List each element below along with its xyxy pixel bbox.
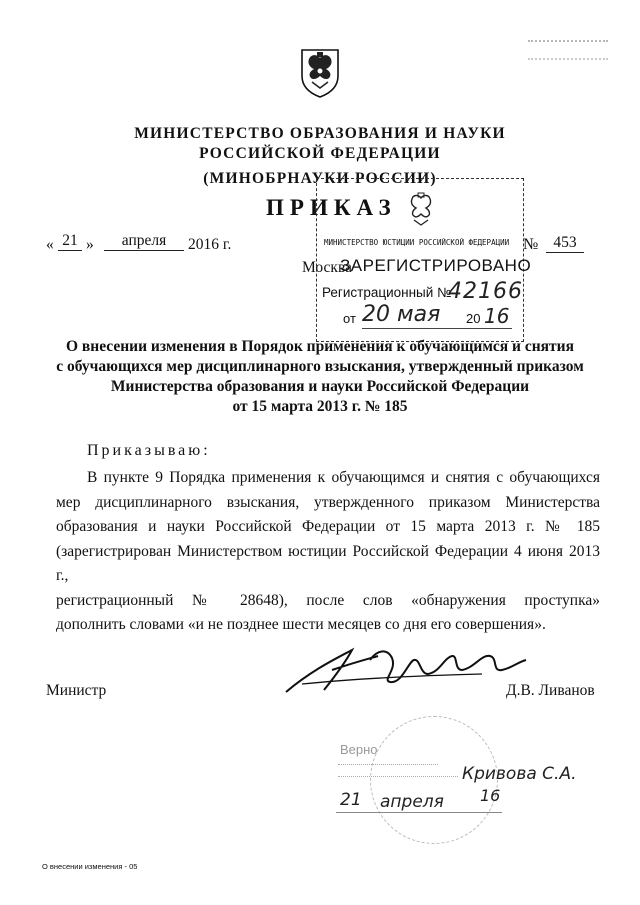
certification-verno: Верно (340, 742, 378, 757)
date-day: 21 (58, 232, 82, 251)
coat-of-arms-icon (298, 44, 342, 98)
stamp-eagle-icon (404, 192, 438, 228)
date-open-quote: « (46, 236, 54, 253)
date-close-quote: » (86, 236, 94, 253)
title-line-2: с обучающихся мер дисциплинарного взыскания, утвержденный приказом (56, 358, 584, 375)
title-line-3: Министерства образования и науки Российской Федерации (110, 378, 530, 395)
number-label: № (523, 236, 539, 253)
certification-signer: Кривова С.А. (462, 764, 577, 784)
stamp-agency: МИНИСТЕРСТВО ЮСТИЦИИ РОССИЙСКОЙ ФЕДЕРАЦИИ (324, 238, 510, 247)
ministry-line-2: РОССИЙСКОЙ ФЕДЕРАЦИИ (199, 145, 441, 162)
certification-date-year: 16 (480, 786, 501, 805)
ministry-short-name: (МИНОБРНАУКИ РОССИИ) (203, 170, 437, 187)
certification-faint-line-1 (338, 764, 438, 765)
date-month: апреля (104, 232, 184, 251)
stamp-status: ЗАРЕГИСТРИРОВАНО (340, 256, 532, 275)
body-line-3: образования и науки Российской Федерации от 15 марта 2013 г. № 185 (56, 518, 600, 535)
stamp-from-date: 20 мая (362, 302, 441, 327)
body-paragraph (56, 466, 600, 638)
body-line-4: (зарегистрирован Министерством юстиции Российской Федерации 4 июня 2013 г., (56, 542, 600, 584)
order-word: Приказываю: (87, 442, 211, 459)
stamp-underline (362, 328, 512, 329)
certification-date-month: апреля (380, 792, 444, 812)
signature-position: Министр (46, 682, 107, 699)
footer-file-label: О внесении изменения - 05 (42, 862, 138, 871)
corner-mark (528, 40, 608, 60)
document-type: ПРИКАЗ (266, 195, 397, 220)
certification-date-day: 21 (340, 790, 362, 810)
stamp-reg-number: 42166 (448, 279, 523, 304)
document-number: 453 (546, 234, 584, 253)
body-line-1: В пункте 9 Порядка применения к обучающимся и снятия с обучающихся (87, 469, 600, 486)
certification-faint-line-2 (338, 776, 458, 777)
body-line-6: дополнить словами «и не позднее шести месяцев со дня его совершения». (56, 616, 546, 633)
ministry-line-1: МИНИСТЕРСТВО ОБРАЗОВАНИЯ И НАУКИ (134, 125, 506, 142)
stamp-from-label: от (343, 311, 356, 326)
stamp-year-prefix: 20 (466, 311, 481, 326)
stamp-reg-label: Регистрационный № (322, 285, 452, 300)
title-line-4: от 15 марта 2013 г. № 185 (232, 398, 408, 415)
body-line-5: регистрационный № 28648), после слов «обнаружения проступка» (56, 591, 600, 609)
certification-date-underline (336, 812, 502, 813)
city: Москва (302, 259, 352, 276)
order-title (40, 337, 600, 417)
signature-name: Д.В. Ливанов (506, 682, 595, 699)
handwritten-signature (282, 640, 532, 700)
stamp-year-suffix: 16 (484, 304, 510, 328)
date-year: 2016 г. (188, 236, 232, 253)
title-line-1: О внесении изменения в Порядок применения к обучающимся и снятия (66, 338, 574, 355)
body-line-2: мер дисциплинарного взыскания, утвержденного приказом Министерства (56, 493, 600, 511)
